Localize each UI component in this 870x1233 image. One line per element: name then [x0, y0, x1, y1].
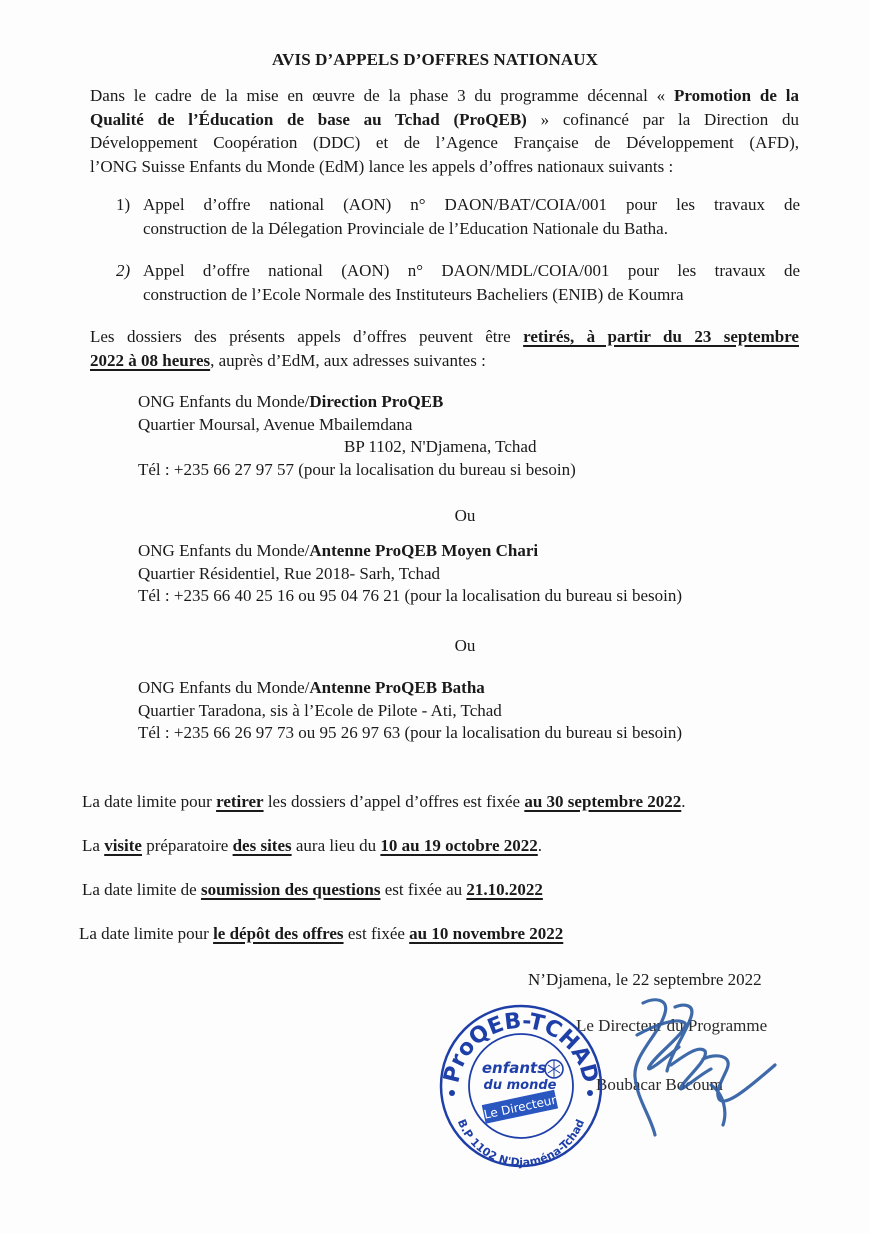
deadline-text: aura lieu du	[291, 836, 381, 855]
deadline-submission	[79, 924, 563, 944]
stamp-label: Le Directeur	[482, 1092, 558, 1122]
deadline-text: est fixée au	[380, 880, 467, 899]
address-block-batha	[138, 677, 682, 745]
separator-or: Ou	[454, 636, 476, 655]
tender-item-2	[116, 259, 800, 307]
deadline-date: au 30 septembre 2022	[524, 792, 682, 811]
tender-number: 2)	[116, 261, 131, 280]
retrieval-date-emphasis: 2022 à 08 heures	[90, 350, 211, 370]
retrieval-text: Les dossiers des présents appels d’offres peuvent être	[90, 327, 524, 346]
retrieval-line-2	[90, 349, 799, 373]
deadline-text: préparatoire	[141, 836, 233, 855]
deadline-emphasis: soumission des questions	[200, 880, 381, 899]
tender-item-1	[116, 193, 800, 241]
document-title: AVIS D’APPELS D’OFFRES NATIONAUX	[271, 50, 599, 69]
deadline-emphasis: des sites	[232, 836, 292, 855]
address-po-box: BP 1102, N'Djamena, Tchad	[344, 437, 537, 456]
office-name: Antenne ProQEB Batha	[309, 678, 485, 697]
intro-line-4: l’ONG Suisse Enfants du Monde (EdM) lance les appels d’offres nationaux suivants :	[90, 156, 674, 176]
retrieval-line-1	[90, 325, 799, 349]
deadline-retrieval	[82, 792, 686, 812]
retrieval-text: , auprès d’EdM, aux adresses suivantes :	[210, 350, 486, 370]
official-stamp	[438, 1003, 604, 1169]
program-name-bold: Qualité de l’Éducation de base au Tchad (ProQEB)	[90, 109, 527, 129]
deadline-text: .	[681, 792, 686, 811]
intro-line-3: Développement Coopération (DDC) et de l’Agence Française de Développement (AFD),	[90, 133, 799, 152]
signatory-name: Boubacar Bocoum	[596, 1075, 723, 1094]
tender-number: 1)	[116, 195, 131, 214]
address-street: Quartier Moursal, Avenue Mbailemdana	[138, 414, 413, 434]
address-org	[138, 540, 682, 563]
deadline-emphasis: visite	[104, 836, 142, 855]
intro-line-1	[90, 84, 799, 108]
intro-line-2	[90, 108, 799, 132]
address-street: Quartier Résidentiel, Rue 2018- Sarh, Tchad	[138, 563, 441, 583]
deadline-text: La date limite de	[82, 880, 201, 899]
address-street: Quartier Taradona, sis à l’Ecole de Pilote - Ati, Tchad	[138, 700, 502, 720]
address-phone: Tél : +235 66 27 97 57 (pour la localisation du bureau si besoin)	[138, 459, 576, 479]
tender-body	[143, 259, 800, 306]
handwritten-signature	[615, 995, 785, 1145]
org-name: ONG Enfants du Monde/	[138, 678, 310, 697]
deadline-text: les dossiers d’appel d’offres est fixée	[263, 792, 525, 811]
office-name: Direction ProQEB	[309, 392, 444, 411]
deadline-text: La date limite pour	[79, 924, 214, 943]
stamp-ring-top: ProQEB-TCHAD	[439, 1008, 603, 1086]
address-phone: Tél : +235 66 26 97 73 ou 95 26 97 63 (pour la localisation du bureau si besoin)	[138, 723, 683, 742]
intro-paragraph	[90, 84, 799, 178]
deadline-date: au 10 novembre 2022	[409, 924, 564, 943]
address-phone: Tél : +235 66 40 25 16 ou 95 04 76 21 (pour la localisation du bureau si besoin)	[138, 586, 683, 605]
deadline-questions	[82, 880, 543, 900]
org-name: ONG Enfants du Monde/	[138, 392, 310, 411]
deadline-date: 10 au 19 octobre 2022	[380, 836, 538, 855]
program-name-bold: Promotion de la	[673, 86, 799, 105]
place-and-date: N’Djamena, le 22 septembre 2022	[528, 970, 762, 989]
tender-body	[143, 193, 800, 240]
globe-icon	[545, 1060, 563, 1078]
stamp-logo-line-2: du monde	[483, 1078, 557, 1093]
address-org	[138, 677, 682, 700]
separator-or: Ou	[454, 506, 476, 525]
retrieval-date-emphasis: retirés, à partir du 23 septembre	[523, 327, 799, 346]
deadline-text: est fixée	[343, 924, 410, 943]
org-name: ONG Enfants du Monde/	[138, 541, 310, 560]
intro-text: Dans le cadre de la mise en œuvre de la phase 3 du programme décennal «	[90, 86, 674, 105]
stamp-logo-line-1: enfants	[481, 1059, 547, 1077]
address-block-direction	[138, 391, 576, 481]
deadline-emphasis: retirer	[216, 792, 264, 811]
stamp-ring-bottom: B.P 1102 N'Djaména-Tchad	[454, 1117, 588, 1169]
tender-line: Appel d’offre national (AON) n° DAON/BAT/COIA/001 pour les travaux de	[143, 195, 800, 214]
deadline-date: 21.10.2022	[466, 880, 543, 899]
deadline-text: .	[537, 836, 543, 855]
signatory-title: Le Directeur du Programme	[576, 1016, 768, 1035]
deadline-text: La	[82, 836, 105, 855]
office-name: Antenne ProQEB Moyen Chari	[309, 541, 539, 560]
address-org	[138, 391, 576, 414]
retrieval-paragraph	[90, 325, 799, 372]
tender-line: Appel d’offre national (AON) n° DAON/MDL/COIA/001 pour les travaux de	[143, 261, 800, 280]
address-block-moyen-chari	[138, 540, 682, 608]
intro-text: » cofinancé par la Direction du	[526, 109, 799, 129]
deadline-emphasis: le dépôt des offres	[213, 924, 344, 943]
deadline-text: La date limite pour	[82, 792, 217, 811]
tender-line: construction de la Délegation Provinciale de l’Education Nationale du Batha.	[143, 218, 668, 238]
deadline-site-visit	[82, 836, 542, 856]
tender-line: construction de l’Ecole Normale des Instituteurs Bacheliers (ENIB) de Koumra	[143, 284, 684, 304]
